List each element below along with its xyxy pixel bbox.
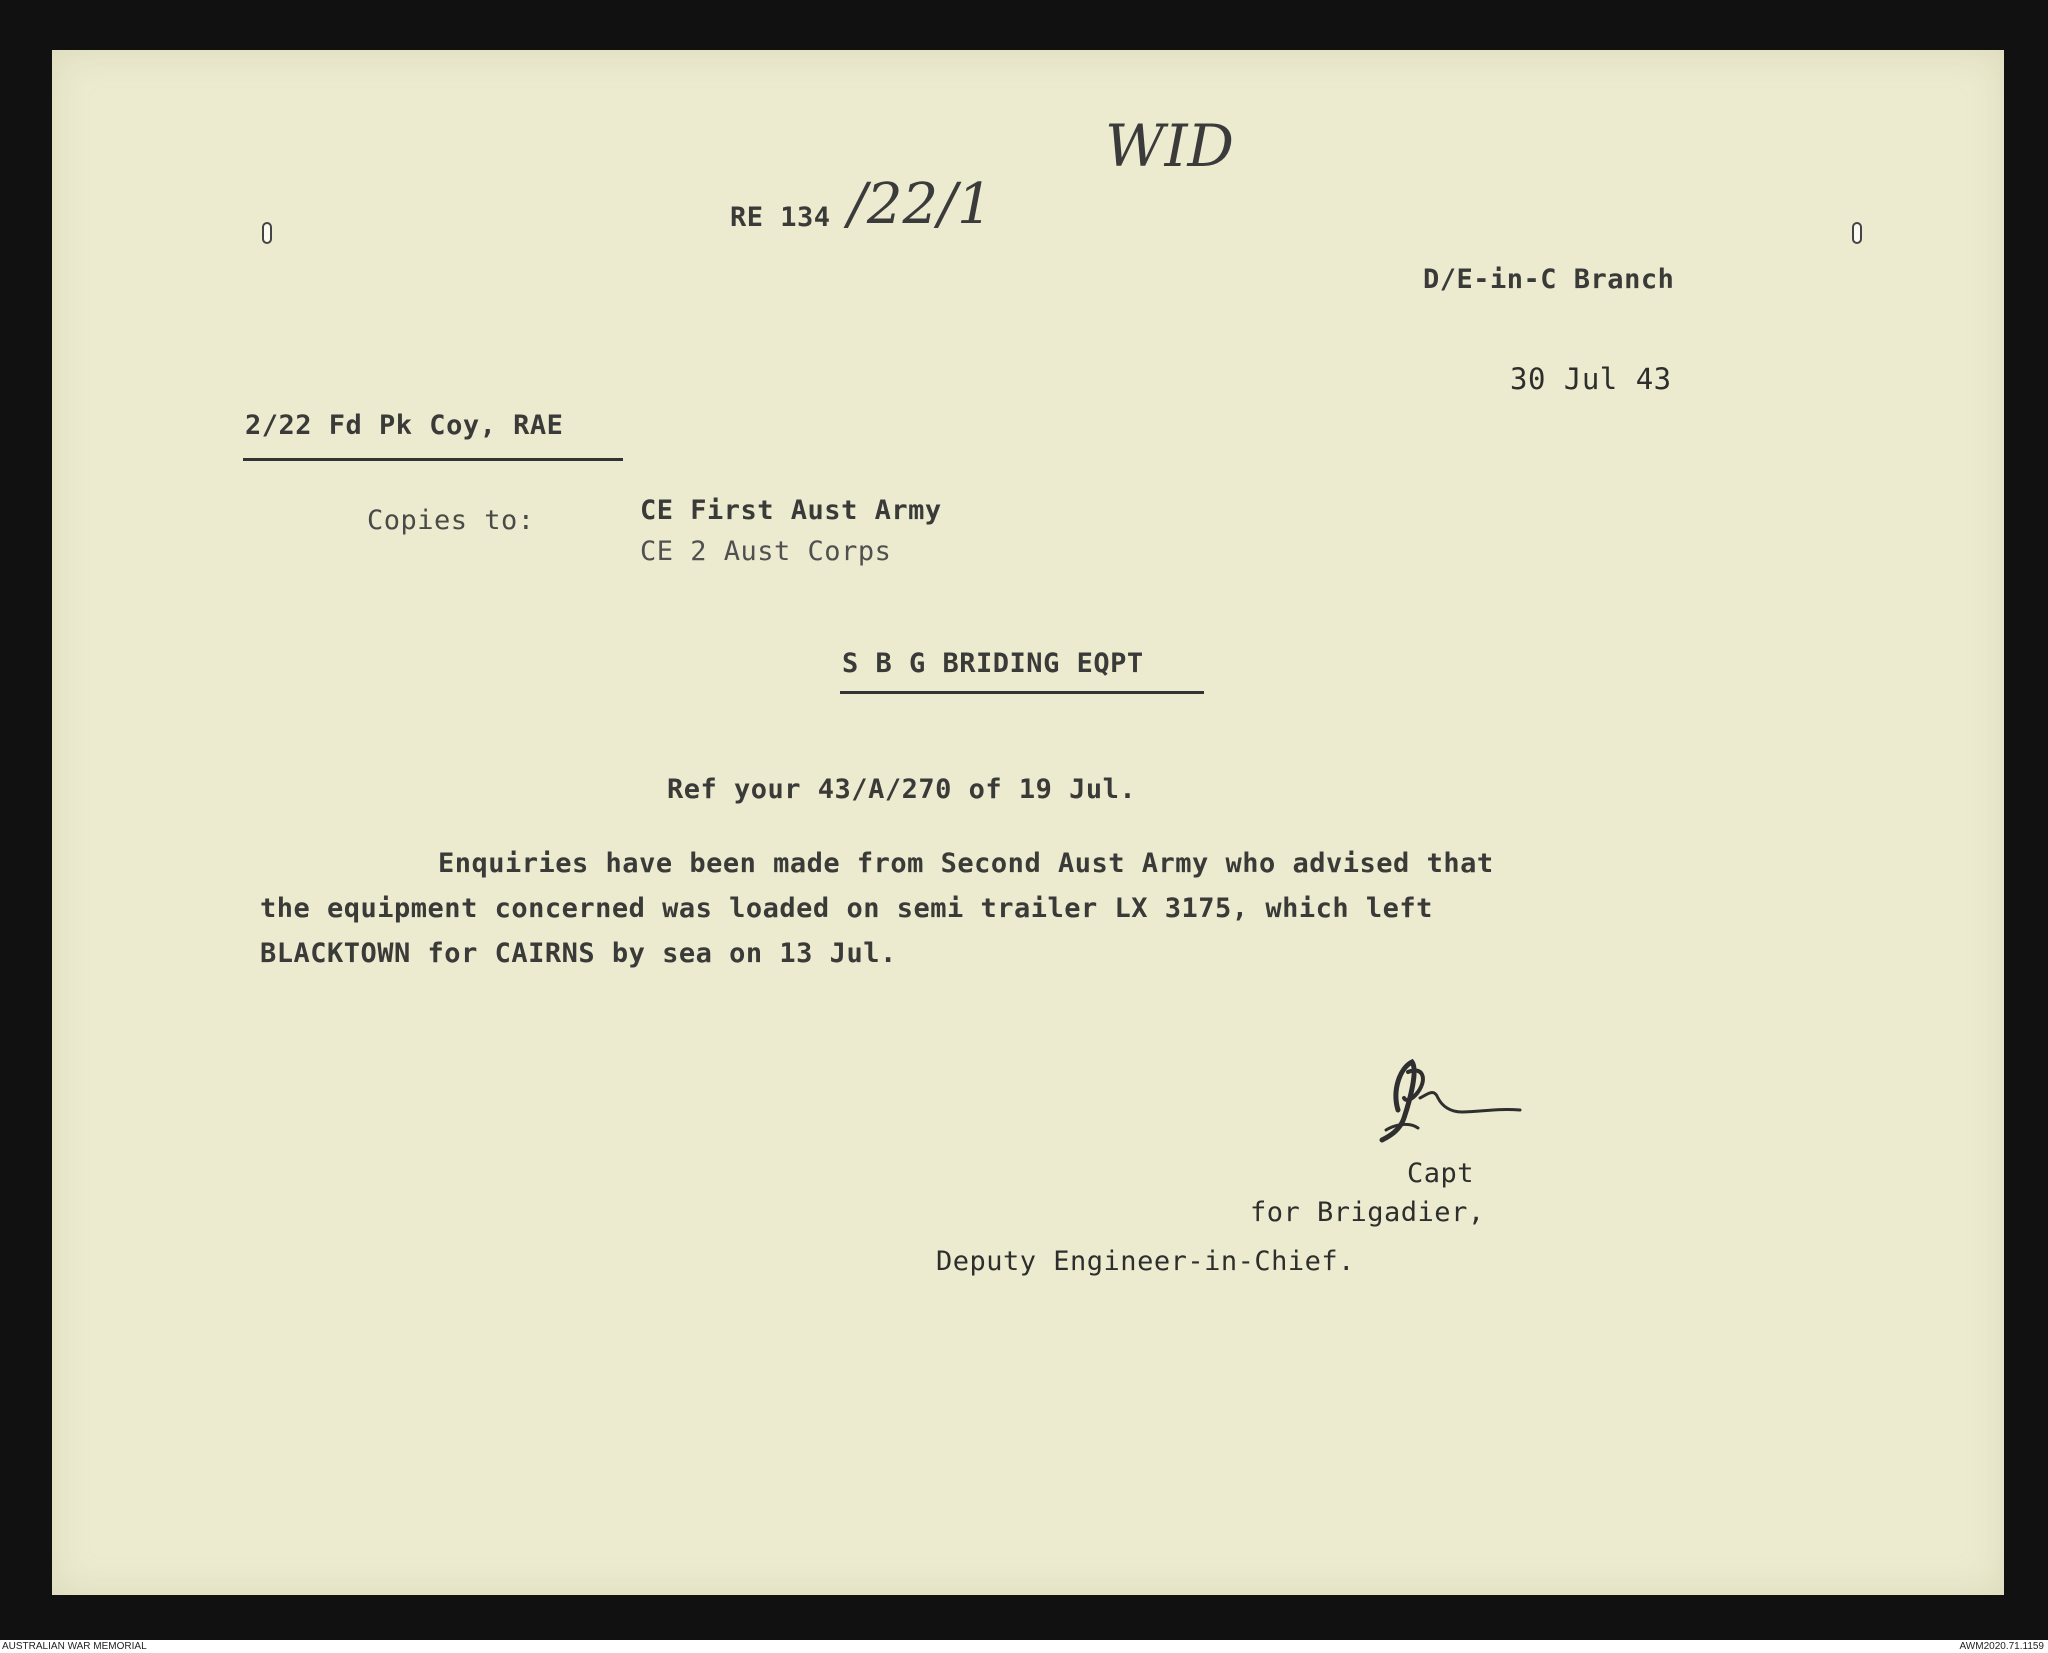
reference-line: Ref your 43/A/270 of 19 Jul. <box>667 774 1137 805</box>
copies-to-recipient: CE 2 Aust Corps <box>640 536 892 567</box>
subject-heading: S B G BRIDING EQPT <box>842 648 1144 679</box>
body-line: BLACKTOWN for CAIRNS by sea on 13 Jul. <box>260 938 897 969</box>
signature-for: for Brigadier, <box>1250 1197 1485 1228</box>
punch-hole-left <box>262 222 272 244</box>
signature-rank: Capt <box>1407 1158 1475 1189</box>
footer-accession-number: AWM2020.71.1159 <box>1959 1641 2044 1652</box>
handwritten-annotation: WID <box>1105 112 1235 180</box>
file-reference-handwritten: /22/1 <box>848 172 993 237</box>
subject-underline <box>840 691 1204 694</box>
copies-to-recipient: CE First Aust Army <box>640 495 942 526</box>
body-line: Enquiries have been made from Second Aust Army who advised that <box>438 848 1494 879</box>
document-date: 30 Jul 43 <box>1510 362 1672 396</box>
signature <box>1360 1040 1530 1150</box>
footer-bar <box>0 1640 2048 1653</box>
copies-to-label: Copies to: <box>367 505 535 536</box>
addressee: 2/22 Fd Pk Coy, RAE <box>245 410 564 441</box>
punch-hole-right <box>1852 222 1862 244</box>
addressee-underline <box>243 458 623 461</box>
signature-title: Deputy Engineer-in-Chief. <box>936 1246 1355 1277</box>
document-paper <box>52 50 2004 1595</box>
file-reference: RE 134 <box>730 202 831 233</box>
body-line: the equipment concerned was loaded on semi trailer LX 3175, which left <box>260 893 1433 924</box>
branch-name: D/E-in-C Branch <box>1423 264 1675 295</box>
footer-institution: AUSTRALIAN WAR MEMORIAL <box>2 1641 147 1652</box>
